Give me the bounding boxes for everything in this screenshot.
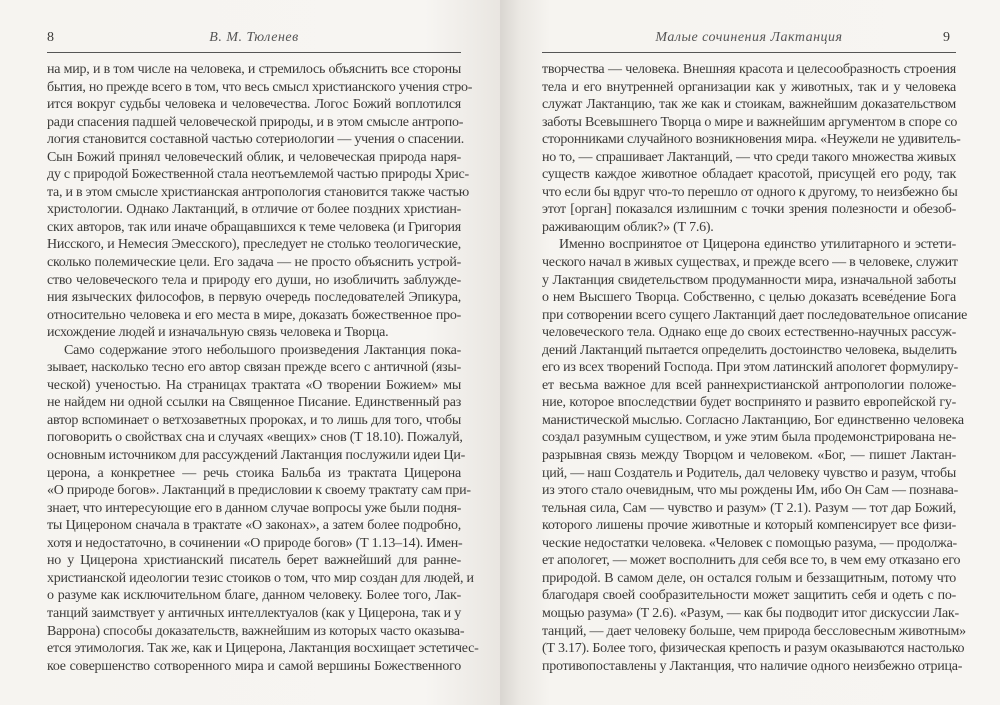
text-line: (Т 3.17). Более того, физическая крепость и разум оказываются настолько <box>542 641 965 657</box>
text-line: но то, — спрашивает Лактанций, — что среди такого множества живых <box>542 149 956 165</box>
text-line: сторонниками случайного возникновения мира. «Неужели не удивитель- <box>542 132 961 148</box>
text-line: сколько полемические цели. Его задача — не просто объяснить устрой- <box>47 255 461 271</box>
text-line: та, и в этом смысле христианская антропология становится также частью <box>47 184 469 200</box>
text-line: автор вспоминает о ветхозаветных пророках, и то лишь для того, чтобы <box>47 412 461 428</box>
text-line: ство человеческого тела и природу его души, но изобличить заблужде- <box>47 272 461 288</box>
text-line: не найдем ни одной ссылки на Священное Писание. Единственный раз <box>47 395 461 411</box>
text-line: ческие недостатки человека. «Человек с помощью разума, — продолжа- <box>542 535 957 551</box>
text-line: христианской идеологии тезис стоиков о том, что мир создан для людей, и <box>47 570 474 586</box>
running-title: В. М. Тюленев <box>209 30 299 45</box>
text-line: на мир, и в том числе на человека, и стремилось объяснить все стороны <box>47 62 461 77</box>
text-line: творчества — человека. Внешняя красота и целесообразность строения <box>542 62 956 77</box>
text-line: основным источником для рассуждений Лактанция послужили идеи Ци- <box>47 448 466 464</box>
text-line: тельная сила, Сам — чувство и разум» (Т 2.1). Разум — тот дар Божий, <box>542 500 956 516</box>
text-line: о нем Высшего Творца. Собственно, с целью доказать всеве́дение Бога <box>542 290 956 306</box>
text-line: танций, — дает человеку больше, чем природа бессловесным животным» <box>542 623 966 639</box>
running-header <box>542 30 956 50</box>
text-line: тела и его внутренней организации как у животных, так и у человека <box>542 79 956 95</box>
text-line: ния языческих философов, в первую очередь последователей Эпикура, <box>47 290 461 306</box>
page-body-text <box>542 61 968 675</box>
text-line: которого лишены прочие животные и который компенсирует все физи- <box>542 518 956 534</box>
text-line: знает, что интересующие его в данном случае вопросы уже были подня- <box>47 500 462 516</box>
text-line: ческого начал в живых существах, и прежде всего — в человеке, служит <box>542 255 958 271</box>
text-line: ет весьма важное для всей раннехристианской антропологии положе- <box>542 377 956 393</box>
text-line: что если бы вдруг что-то перешло от одного к другому, то неизбежно бы <box>542 184 958 200</box>
text-line: служат Лактанцию, так же как и стоикам, важнейшим доказательством <box>542 97 956 113</box>
text-line: хотя и недостаточно, в сочинении «О природе богов» (Т 1.13–14). Имен- <box>47 535 463 551</box>
text-line: ится вокруг судьбы человека и человечества. Логос Божий воплотился <box>47 97 461 113</box>
running-header <box>47 30 461 50</box>
text-line: исхождение людей и изначальную связь человека и Творца. <box>47 325 389 341</box>
text-line: существ каждое животное обладает красотой, присущей его роду, так <box>542 167 956 183</box>
text-line: разрывная связь между Творцом и человеком. «Бог, — пишет Лактан- <box>542 448 956 464</box>
text-line: его из всех творений Господа. При этом латинский апологет формулиру- <box>542 360 959 376</box>
paragraph <box>47 342 479 675</box>
text-line: танций заимствует у античных интеллектуалов (как у Цицерона, так и у <box>47 605 461 621</box>
page-number: 9 <box>943 30 950 45</box>
right-page <box>500 0 1000 705</box>
text-line: ется этимология. Так же, как и Цицерона, Лактанция восхищает эстетичес- <box>47 641 479 657</box>
text-line: ду с природой Божественной стала неотъемлемой частью природы Хрис- <box>47 167 469 183</box>
text-line: ты Цицероном сначала в трактате «О законах», а затем более подробно, <box>47 518 461 534</box>
text-line: создал разумным существом, и уже этим была продемонстрирована не- <box>542 430 956 446</box>
paragraph <box>47 61 473 342</box>
running-title: Малые сочинения Лактанция <box>655 30 843 45</box>
text-line: заботы Всевышнего Творца о мире и важнейшим аргументом в споре со <box>542 114 958 130</box>
text-line: у Лактанция свидетельством продуманности мира, изначальной заботы <box>542 272 956 288</box>
text-line: бытия, но прежде всего в том, что весь смысл христианского учения стро- <box>47 79 473 95</box>
header-rule <box>47 52 461 53</box>
text-line: церона, а конкретнее — речь стоика Бальба из трактата Цицерона <box>47 465 461 481</box>
text-line: относительно человека и его места в мире, доказать божественное про- <box>47 307 461 323</box>
text-line: ческой) ученостью. На страницах трактата «О творении Божием» мы <box>47 377 461 393</box>
text-line: Именно воспринятое от Цицерона единство утилитарного и эстети- <box>559 237 956 253</box>
page-body-text <box>47 61 479 675</box>
text-line: природой. В самом деле, он остался голым и беззащитным, потому что <box>542 570 956 586</box>
text-line: противопоставлены у Лактанция, что наличие одного неизбежно отрица- <box>542 658 963 674</box>
text-line: ет апологет, — может восполнить для себя все то, в чем ему отказано его <box>542 553 961 569</box>
paragraph <box>542 236 968 675</box>
text-line: манистической мыслью. Согласно Лактанцию, Бог единственно человека <box>542 412 964 428</box>
text-line: ций, — наш Создатель и Родитель, дал человеку чувство и разум, чтобы <box>542 465 956 481</box>
text-line: раживающим облик?» (Т 7.6). <box>542 219 714 235</box>
text-line: ради спасения падшей человеческой природы, и в этом смысле антропо- <box>47 114 464 130</box>
header-rule <box>542 52 956 53</box>
text-line: ние, которое впоследствии будет воспринято и развито европейской гу- <box>542 395 956 411</box>
text-line: о разуме как исключительном благе, данном человеку. Более того, Лак- <box>47 588 461 604</box>
text-line: из этого стало очевидным, что мы рождены Им, ибо Он Сам — познава- <box>542 483 958 499</box>
text-line: Нисского, и Немесия Эмесского), преследует не столько теологические, <box>47 237 461 253</box>
text-line: «О природе богов». Лактанций в предисловии к своему трактату сам при- <box>47 483 471 499</box>
text-line: благодаря своей сообразительности может защитить себя и одеть с по- <box>542 588 956 604</box>
text-line: при сотворении всего сущего Лактанций дает последовательное описание <box>542 307 968 323</box>
text-line: логия становится составной частью сотериологии — учения о спасении. <box>47 132 465 148</box>
text-line: но у Цицерона христианский писатель берет важнейший для ранне- <box>47 553 461 569</box>
text-line: дений Лактанций пытается определить достоинство человека, выделить <box>542 342 957 358</box>
text-line: Сын Божий принял человеческий облик, и человеческая природа наря- <box>47 149 461 165</box>
paragraph <box>542 61 961 236</box>
text-line: Само содержание этого небольшого произведения Лактанция пока- <box>64 342 461 358</box>
text-line: этот [орган] показался излишним с точки зрения полезности и обезоб- <box>542 202 956 218</box>
text-line: человеческого тела. Однако еще до своих естественно-научных рассуж- <box>542 325 956 341</box>
text-line: христологии. Однако Лактанций, в отличие от более поздних христиан- <box>47 202 461 218</box>
text-line: мощью разума» (Т 2.6). «Разум, — как бы подводит итог дискуссии Лак- <box>542 605 959 621</box>
text-line: Варрона) способы доказательств, важнейшим из которых часто оказыва- <box>47 623 465 639</box>
page-number: 8 <box>47 30 54 45</box>
text-line: кое совершенство сотворенного мира и самой вершины Божественного <box>47 658 461 674</box>
text-line: поговорить о свойствах сна и случаях «вещих» снов (Т 18.10). Пожалуй, <box>47 430 463 446</box>
text-line: ских авторов, так или иначе обращавшихся к теме человека (и Григория <box>47 219 461 235</box>
text-line: зывает, насколько тесно его автор связан прежде всего с античной (язы- <box>47 360 461 376</box>
